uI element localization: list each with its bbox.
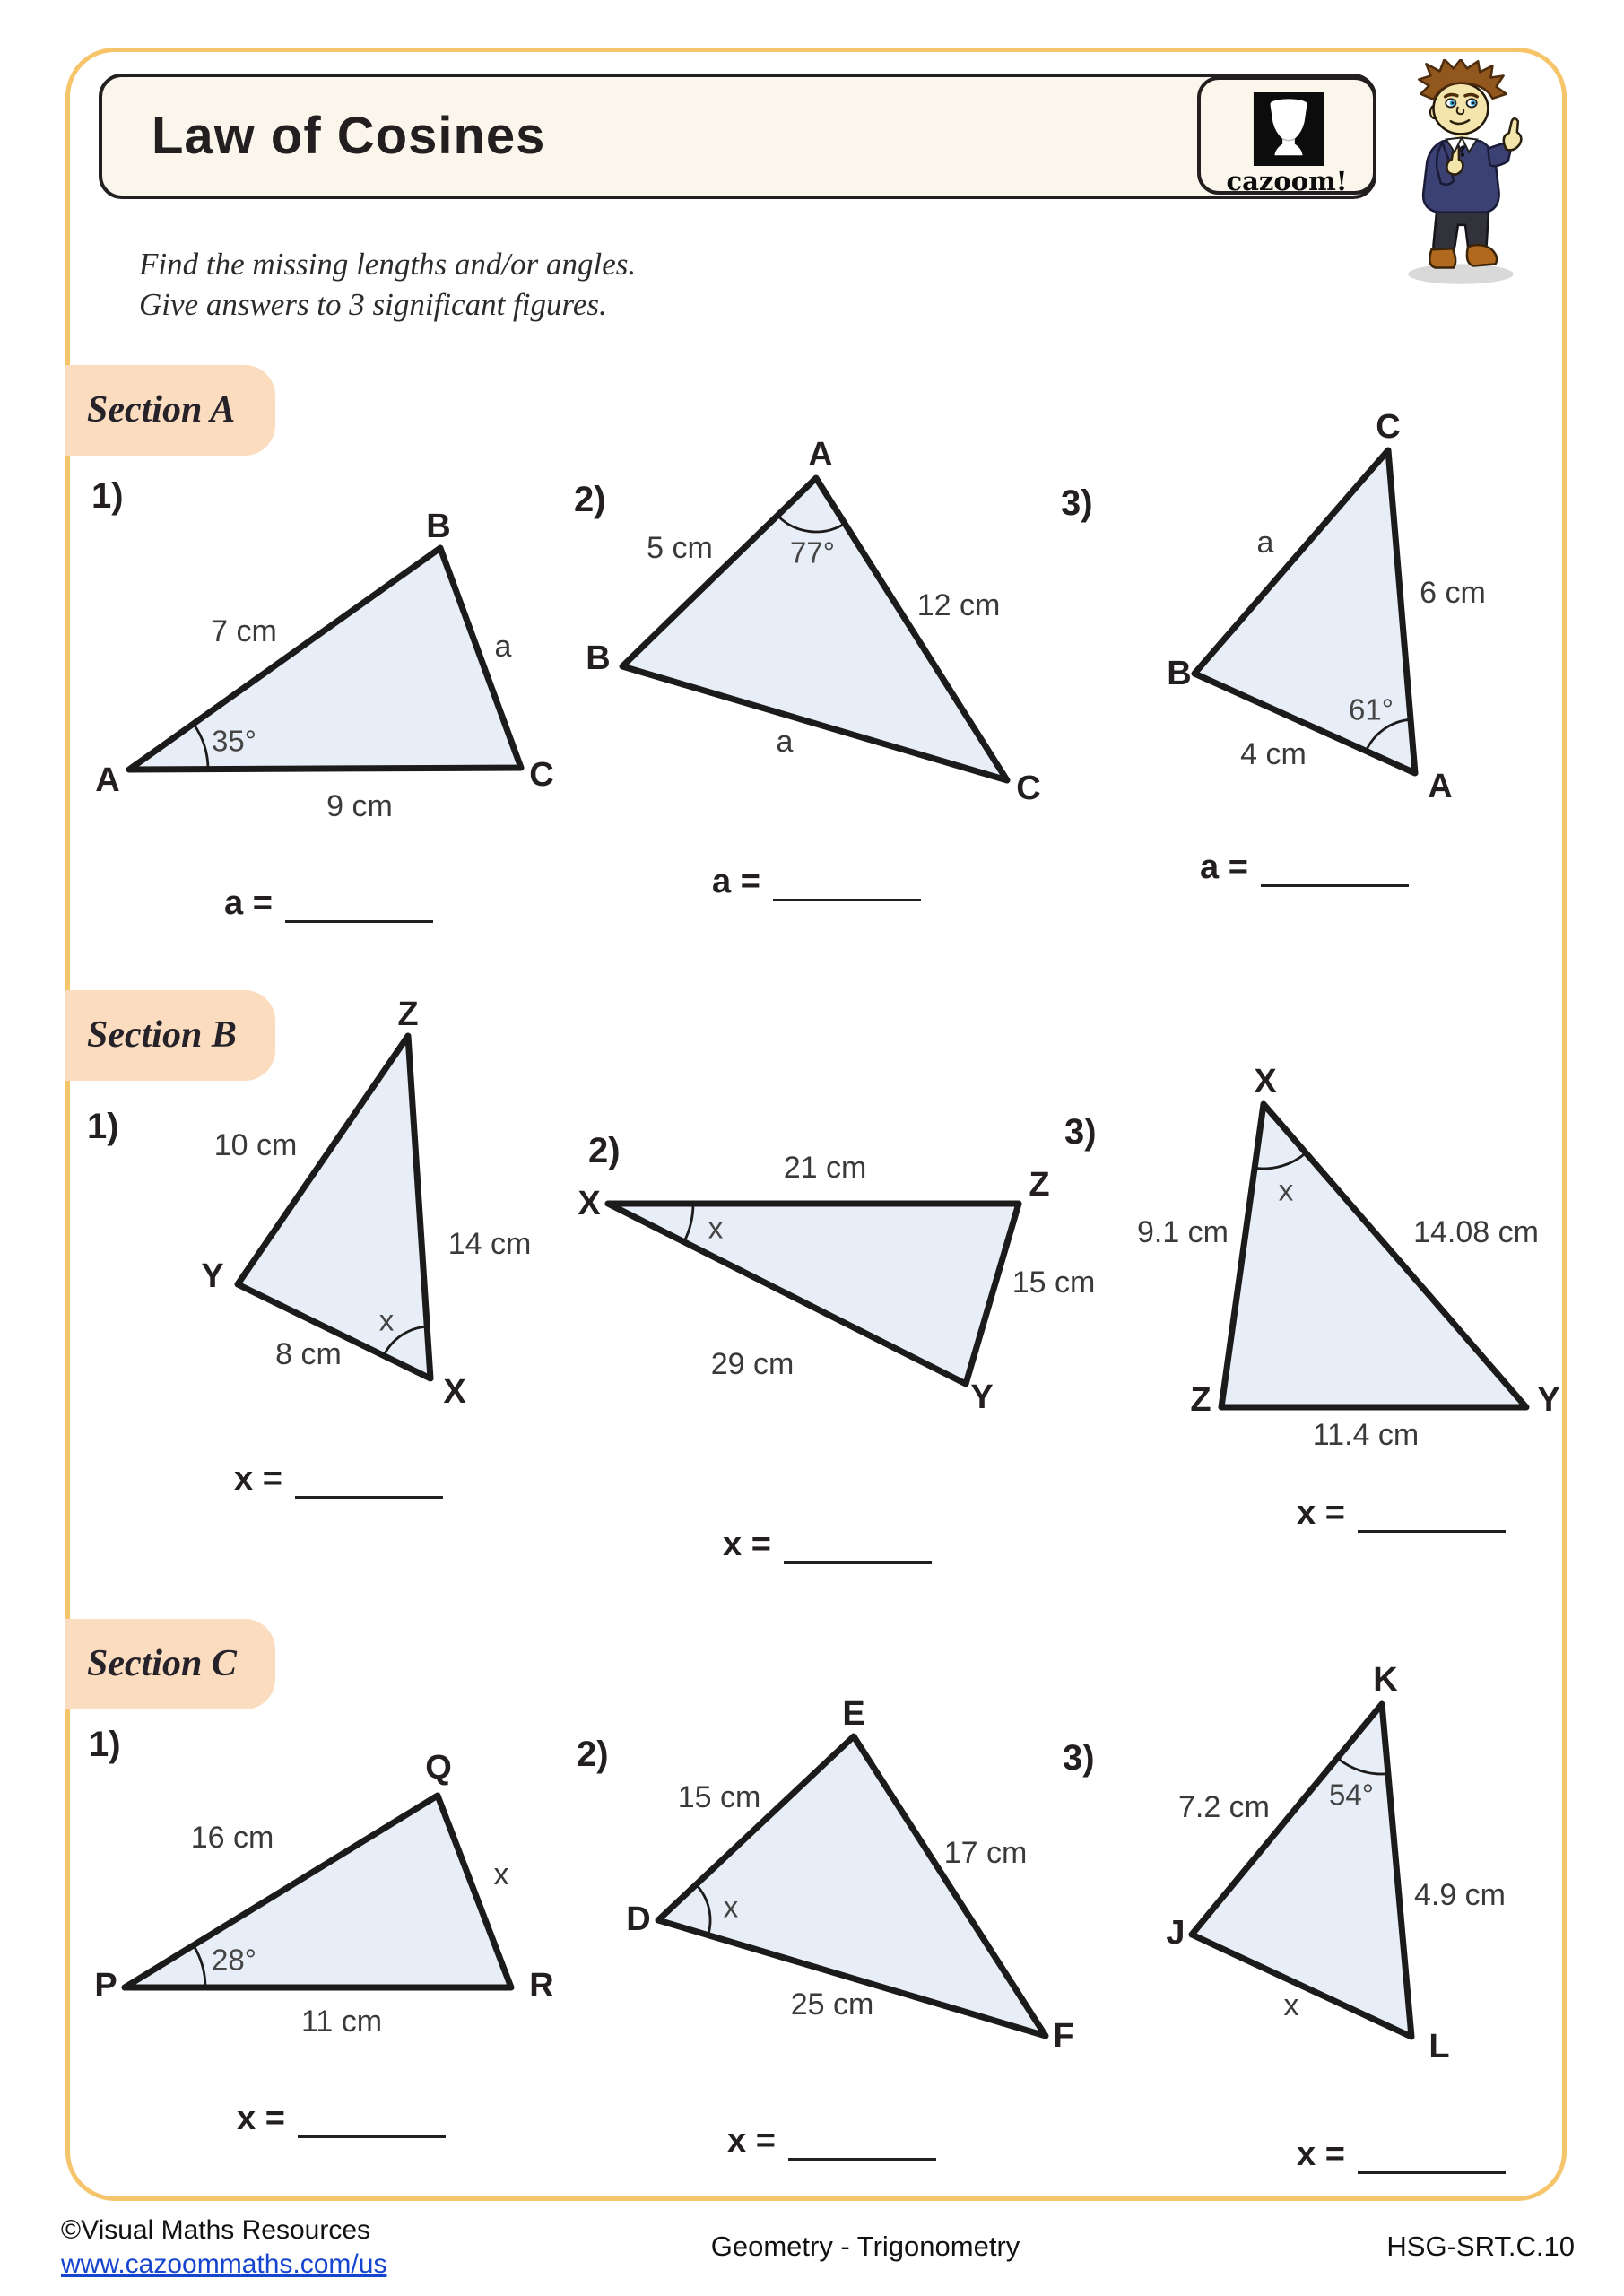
answer-row: [727, 2122, 936, 2161]
answer-blank-line: [1358, 1500, 1506, 1533]
side-label: 7 cm: [211, 614, 277, 648]
angle-label: 61°: [1349, 692, 1394, 726]
triangle-shape: [622, 478, 1007, 780]
answer-row: [224, 884, 433, 923]
answer-blank-line: [784, 1531, 932, 1564]
triangle-diagram: [90, 507, 592, 821]
answer-row: [234, 1460, 443, 1499]
side-label: x: [1283, 1988, 1299, 2022]
problem-number: 2): [588, 1131, 621, 1170]
vertex-label: C: [1016, 770, 1041, 807]
side-label: 11.4 cm: [1312, 1418, 1420, 1452]
answer-prefix: a =: [1200, 848, 1248, 886]
vertex-label: Q: [425, 1749, 452, 1787]
angle-label: x: [378, 1303, 395, 1337]
side-label: 15 cm: [1012, 1265, 1096, 1300]
problem-number: 1): [91, 476, 124, 516]
vertex-label: Y: [970, 1378, 994, 1416]
side-label: 12 cm: [916, 588, 1001, 622]
vertex-label: A: [808, 436, 833, 474]
section-header-c: Section C: [65, 1619, 275, 1709]
angle-label: x: [1278, 1173, 1294, 1207]
answer-prefix: x =: [723, 1526, 771, 1563]
side-label: 9 cm: [326, 789, 393, 823]
triangle-shape: [129, 548, 521, 770]
problem-number: 2): [574, 480, 606, 519]
side-label: 21 cm: [783, 1151, 867, 1185]
angle-label: 35°: [212, 724, 256, 758]
answer-prefix: x =: [727, 2122, 776, 2160]
side-label: a: [776, 725, 794, 759]
side-label: x: [493, 1857, 509, 1892]
problem-number: 1): [89, 1725, 121, 1764]
answer-blank-line: [788, 2127, 936, 2161]
vertex-label: C: [529, 756, 554, 794]
answer-blank-line: [298, 2105, 446, 2138]
answer-blank-line: [1358, 2141, 1506, 2174]
footer-copyright: ©Visual Maths Resources: [61, 2215, 371, 2245]
vertex-label: Y: [201, 1257, 224, 1295]
footer-standard-code: HSG-SRT.C.10: [1386, 2231, 1575, 2262]
triangle-diagram: [152, 996, 556, 1417]
answer-prefix: a =: [224, 884, 273, 922]
vertex-label: B: [426, 508, 451, 545]
angle-label: 77°: [790, 535, 835, 570]
side-label: 17 cm: [943, 1836, 1028, 1870]
triangle-diagram: [1148, 408, 1551, 803]
triangle-shape: [1192, 1704, 1411, 2037]
footer-website-link[interactable]: www.cazoommaths.com/us: [61, 2249, 387, 2279]
triangle-diagram: [583, 1695, 1085, 2072]
title-bar: [99, 74, 1376, 199]
instructions-line-1: Find the missing lengths and/or angles.: [139, 247, 637, 282]
vertex-label: J: [1166, 1914, 1185, 1952]
triangle-diagram: [1112, 1659, 1533, 2072]
answer-blank-line: [773, 868, 921, 901]
answer-row: [712, 863, 921, 901]
triangle-diagram: [90, 1731, 592, 2045]
vertex-label: Z: [397, 996, 419, 1033]
side-label: 4.9 cm: [1413, 1878, 1507, 1912]
vertex-label: Z: [1029, 1166, 1050, 1204]
answer-blank-line: [295, 1465, 443, 1499]
vertex-label: K: [1373, 1661, 1398, 1699]
side-label: 14 cm: [447, 1227, 532, 1261]
footer-subject: Geometry - Trigonometry: [710, 2231, 1020, 2262]
vertex-label: X: [443, 1373, 466, 1411]
side-label: 9.1 cm: [1136, 1215, 1229, 1249]
vertex-label: A: [1428, 768, 1453, 805]
side-label: 25 cm: [790, 1987, 874, 2022]
cazoom-logo: [1197, 76, 1376, 195]
angle-label: 54°: [1329, 1778, 1374, 1812]
angle-label: x: [708, 1211, 724, 1245]
answer-row: [1297, 1494, 1506, 1533]
triangle-shape: [238, 1036, 430, 1378]
drum-icon: [1253, 92, 1324, 166]
answer-row: [723, 1526, 932, 1564]
section-header-b: Section B: [65, 990, 275, 1081]
page-title: Law of Cosines: [152, 107, 546, 165]
side-label: 14.08 cm: [1413, 1215, 1539, 1249]
angle-label: x: [723, 1890, 739, 1924]
problem-number: 2): [577, 1735, 609, 1774]
vertex-label: X: [1254, 1063, 1277, 1100]
triangle-diagram: [565, 1132, 1103, 1428]
vertex-label: L: [1429, 2028, 1450, 2066]
vertex-label: E: [842, 1695, 865, 1733]
problem-number: 3): [1061, 483, 1093, 523]
vertex-label: F: [1053, 2017, 1074, 2055]
logo-text: cazoom!: [1226, 166, 1348, 196]
vertex-label: B: [1167, 655, 1192, 692]
vertex-label: R: [529, 1967, 554, 2005]
problem-number: 3): [1064, 1112, 1097, 1152]
answer-prefix: x =: [1297, 2135, 1345, 2173]
side-label: a: [1256, 526, 1274, 560]
answer-row: [237, 2100, 446, 2138]
problem-number: 1): [87, 1107, 119, 1146]
answer-blank-line: [1261, 854, 1409, 887]
side-label: 6 cm: [1420, 576, 1486, 610]
angle-label: 28°: [212, 1943, 256, 1977]
vertex-label: Z: [1190, 1381, 1211, 1419]
vertex-label: P: [94, 1967, 117, 2005]
answer-row: [1297, 2135, 1506, 2174]
triangle-shape: [1221, 1104, 1526, 1407]
section-header-a: Section A: [65, 365, 275, 456]
vertex-label: Y: [1537, 1381, 1560, 1419]
triangle-diagram: [574, 430, 1049, 812]
vertex-label: C: [1376, 408, 1401, 446]
side-label: 8 cm: [275, 1337, 342, 1371]
side-label: 11 cm: [300, 2005, 383, 2039]
answer-blank-line: [285, 890, 433, 923]
vertex-label: A: [95, 761, 120, 799]
answer-prefix: a =: [712, 863, 760, 900]
vertex-label: D: [626, 1900, 651, 1938]
side-label: 15 cm: [677, 1780, 761, 1814]
instructions-line-2: Give answers to 3 significant figures.: [139, 287, 607, 322]
mascot-boy-illustration: [1401, 59, 1528, 287]
side-label: 7.2 cm: [1177, 1790, 1271, 1824]
triangle-diagram: [1105, 1058, 1562, 1457]
side-label: a: [494, 630, 512, 664]
answer-row: [1200, 848, 1409, 887]
side-label: 5 cm: [647, 531, 713, 565]
vertex-label: X: [578, 1185, 601, 1222]
side-label: 4 cm: [1240, 737, 1307, 771]
side-label: 29 cm: [710, 1347, 795, 1381]
triangle-shape: [608, 1204, 1019, 1384]
instructions: [139, 244, 636, 325]
triangle-shape: [125, 1796, 511, 1987]
answer-prefix: x =: [234, 1460, 282, 1498]
side-label: 16 cm: [190, 1821, 274, 1855]
answer-prefix: x =: [237, 2100, 285, 2137]
side-label: 10 cm: [213, 1128, 298, 1162]
answer-prefix: x =: [1297, 1494, 1345, 1532]
problem-number: 3): [1063, 1738, 1095, 1778]
vertex-label: B: [586, 639, 611, 677]
